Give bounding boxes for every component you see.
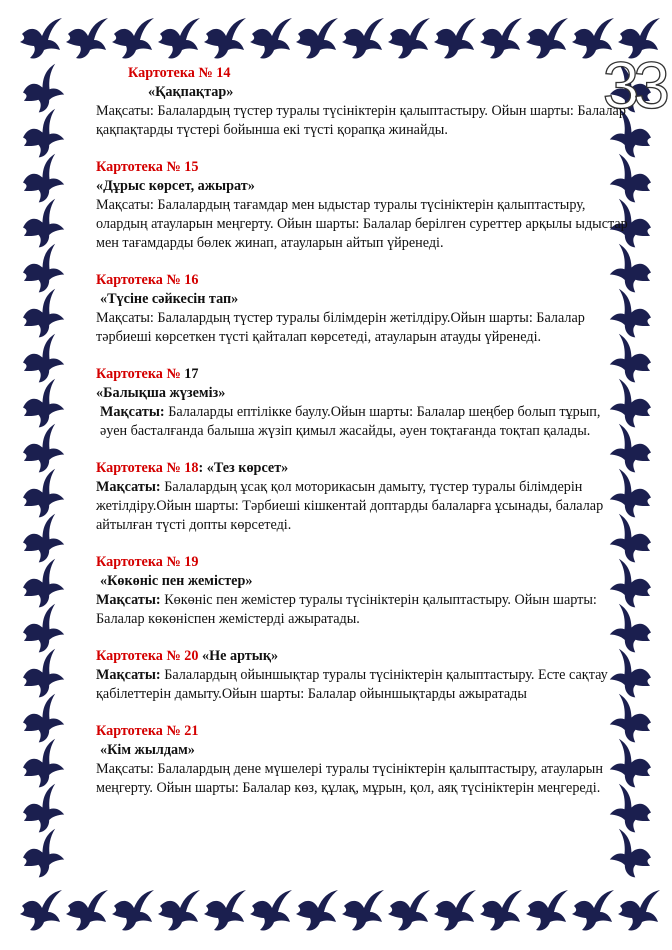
swallow-bird-icon	[16, 379, 69, 431]
goal-text: Балалардың ойыншықтар туралы түсініктерін қалыптастыру. Есте сақтау қабілеттерін дамыту.Ойын шарты: Балалар ойыншықтарды ажыратады	[96, 667, 608, 702]
swallow-bird-icon	[296, 18, 338, 59]
swallow-bird-icon	[526, 18, 568, 59]
swallow-bird-icon	[16, 784, 69, 836]
swallow-bird-icon	[16, 64, 69, 116]
card-title: Картотека № 16	[96, 272, 199, 288]
card-title: Картотека № 14	[128, 65, 231, 81]
card-15	[96, 158, 628, 253]
card-16	[96, 271, 628, 347]
goal-label: Мақсаты:	[96, 592, 161, 608]
swallow-bird-icon	[16, 559, 69, 611]
goal-text: Көкөніс пен жемістер туралы түсініктерін қалыптастыру. Ойын шарты: Балалар көкөніспен жемістерді ажыратады.	[96, 592, 597, 627]
card-title-label: Картотека №	[96, 366, 181, 382]
card-20	[96, 647, 628, 704]
swallow-bird-icon	[16, 604, 69, 656]
swallow-bird-icon	[20, 18, 62, 59]
swallow-bird-icon	[16, 649, 69, 701]
game-name-inline: : «Тез көрсет»	[198, 460, 289, 476]
card-text	[96, 666, 628, 704]
swallow-bird-icon	[250, 890, 292, 931]
card-title	[96, 459, 628, 478]
swallow-bird-icon	[434, 18, 476, 59]
card-title	[96, 365, 628, 384]
swallow-bird-icon	[16, 244, 69, 296]
swallow-bird-icon	[20, 890, 62, 931]
swallow-bird-icon	[158, 18, 200, 59]
card-title-label: Картотека № 20	[96, 648, 199, 664]
swallow-bird-icon	[66, 890, 108, 931]
swallow-bird-icon	[204, 18, 246, 59]
swallow-bird-icon	[16, 469, 69, 521]
goal-text: Балаларды ептілікке баулу.Ойын шарты: Балалар шеңбер болып тұрып, әуен басталғанда балыша жүзіп қимыл жасайды, әуен тоқтағанда тоқтап қалады.	[100, 404, 601, 439]
swallow-bird-icon	[158, 890, 200, 931]
card-title	[96, 647, 628, 666]
card-text: Мақсаты: Балалардың түстер туралы түсініктерін қалыптастыру. Ойын шарты: Балалар қақпақтарды түстері бойынша екі түсті қорапқа жинайды.	[96, 103, 626, 138]
card-17	[96, 365, 628, 441]
swallow-bird-icon	[16, 289, 69, 341]
page-number: 33	[602, 48, 664, 122]
swallow-bird-icon	[16, 154, 69, 206]
swallow-bird-icon	[16, 829, 69, 881]
swallow-bird-icon	[388, 890, 430, 931]
swallow-bird-icon	[480, 18, 522, 59]
swallow-bird-icon	[296, 890, 338, 931]
swallow-bird-icon	[526, 890, 568, 931]
game-name: «Көкөніс пен жемістер»	[100, 573, 253, 589]
card-list	[96, 64, 628, 816]
card-text	[96, 403, 628, 441]
game-name: «Балықша жүземіз»	[96, 385, 226, 401]
goal-label: Мақсаты:	[96, 479, 161, 495]
card-19	[96, 553, 628, 629]
swallow-bird-icon	[16, 424, 69, 476]
swallow-bird-icon	[16, 109, 69, 161]
card-title: Картотека № 19	[96, 554, 199, 570]
swallow-bird-icon	[16, 694, 69, 746]
card-title: Картотека № 21	[96, 723, 199, 739]
card-title-label: Картотека № 18	[96, 460, 199, 476]
swallow-bird-icon	[16, 514, 69, 566]
swallow-bird-icon	[204, 890, 246, 931]
card-text	[96, 591, 628, 629]
card-text: Мақсаты: Балалардың тағамдар мен ыдыстар туралы түсініктерін қалыптастыру, олардың атауларын меңгерту. Ойын шарты: Балалар берілген суреттер арқылы ыдыстар мен тағамдарды бөлек жинап, атауларын айтып үйренеді.	[96, 197, 628, 251]
game-name: «Түсіне сәйкесін тап»	[100, 291, 239, 307]
swallow-bird-icon	[618, 890, 660, 931]
card-14	[96, 64, 628, 140]
card-text	[96, 478, 628, 535]
card-title: Картотека № 15	[96, 159, 199, 175]
card-18	[96, 459, 628, 535]
swallow-bird-icon	[66, 18, 108, 59]
swallow-bird-icon	[572, 890, 614, 931]
swallow-bird-icon	[480, 890, 522, 931]
swallow-bird-icon	[112, 18, 154, 59]
card-title-number: 17	[184, 366, 199, 382]
card-text: Мақсаты: Балалардың дене мүшелері туралы түсініктерін қалыптастыру, атауларын меңгерту. Ойын шарты: Балалар көз, құлақ, мұрын, қол, аяқ түсініктерін меңгереді.	[96, 761, 603, 796]
swallow-bird-icon	[388, 18, 430, 59]
card-21	[96, 722, 628, 798]
swallow-bird-icon	[342, 18, 384, 59]
game-name: «Қақпақтар»	[148, 84, 234, 100]
goal-label: Мақсаты:	[100, 404, 165, 420]
swallow-bird-icon	[342, 890, 384, 931]
swallow-bird-icon	[605, 829, 658, 881]
card-text: Мақсаты: Балалардың түстер туралы білімдерін жетілдіру.Ойын шарты: Балалар тәрбиеші көрсеткен түсті қайталап көрсетеді, атауларын атауды үйренеді.	[96, 310, 585, 345]
swallow-bird-icon	[16, 199, 69, 251]
goal-text: Балалардың ұсақ қол моторикасын дамыту, түстер туралы білімдерін жетілдіру.Ойын шарты: Тәрбиеші кішкентай доптарды балаларға ұсынады, балалар айтылған түсті допты көрсетеді.	[96, 479, 604, 533]
game-name: «Кім жылдам»	[100, 742, 195, 758]
game-name: «Дұрыс көрсет, ажырат»	[96, 178, 255, 194]
swallow-bird-icon	[434, 890, 476, 931]
goal-label: Мақсаты:	[96, 667, 161, 683]
game-name-inline: «Не артық»	[198, 648, 279, 664]
swallow-bird-icon	[112, 890, 154, 931]
swallow-bird-icon	[16, 334, 69, 386]
swallow-bird-icon	[250, 18, 292, 59]
swallow-bird-icon	[16, 739, 69, 791]
